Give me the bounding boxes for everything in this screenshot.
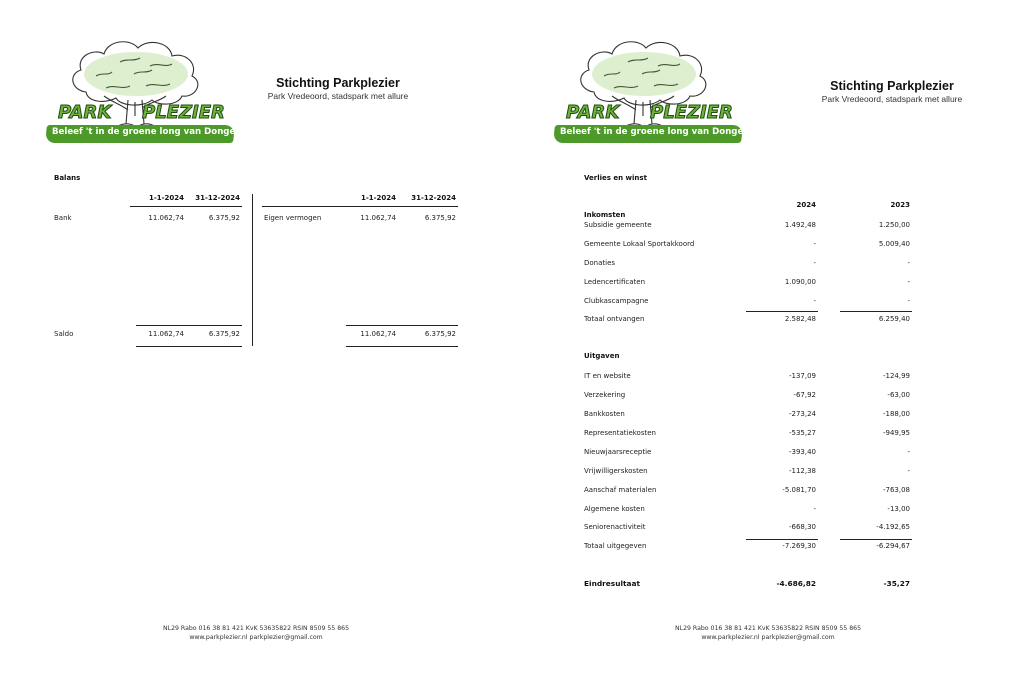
- vw-row-2024: -: [813, 259, 816, 267]
- balans-saldo-rule: [136, 325, 242, 326]
- vw-year-header-2023: 2023: [890, 201, 910, 209]
- balans-liability-value: 6.375,92: [424, 214, 456, 222]
- vw-row-label: Clubkascampagne: [584, 297, 649, 305]
- vw-row-2024: -5.081,70: [782, 486, 816, 494]
- vw-year-header-2024: 2024: [796, 201, 816, 209]
- vw-row-2023: 5.009,40: [878, 240, 910, 248]
- vw-row-label: Vrijwilligerskosten: [584, 467, 648, 475]
- balans-header-rule-left: [130, 206, 242, 207]
- balans-left-col-header: 31-12-2024: [195, 194, 240, 202]
- balans-saldo-value: 11.062,74: [148, 330, 184, 338]
- balans-title: Balans: [54, 174, 81, 182]
- balans-saldo-value: 6.375,92: [208, 330, 240, 338]
- vw-row-label: Verzekering: [584, 391, 626, 399]
- balans-header-rule-right: [262, 206, 458, 207]
- parkplezier-logo: [46, 32, 246, 144]
- org-subtitle: Park Vredeoord, stadspark met allure: [267, 91, 409, 101]
- vw-result-2023: -35,27: [883, 579, 910, 588]
- vw-row-2024: -: [813, 297, 816, 305]
- balans-saldo-label: Saldo: [54, 330, 74, 338]
- page-verlies-winst: [512, 0, 1024, 680]
- vw-row-2023: -949,95: [882, 429, 910, 437]
- org-name: Stichting Parkplezier: [276, 76, 400, 90]
- footer: [0, 624, 512, 642]
- vw-row-label: Seniorenactiviteit: [584, 523, 646, 531]
- vw-row-2023: 1.250,00: [878, 221, 910, 229]
- balans-asset-value: 6.375,92: [208, 214, 240, 222]
- vw-total-rule: [746, 311, 818, 312]
- logo-word-park: PARK: [566, 102, 620, 123]
- logo-tagline: Beleef 't in de groene long van Dongen!: [560, 127, 754, 137]
- vw-row-2023: -: [907, 278, 910, 286]
- logo-word-park: PARK: [58, 102, 112, 123]
- vw-row-label: IT en website: [584, 372, 631, 380]
- vw-row-2023: -763,08: [882, 486, 910, 494]
- logo-word-plezier: PLEZIER: [142, 102, 225, 123]
- vw-row-label: Ledencertificaten: [584, 278, 646, 286]
- vw-row-2023: -13,00: [887, 505, 910, 513]
- vw-title: Verlies en winst: [584, 174, 647, 182]
- vw-total-rule: [746, 539, 818, 540]
- vw-row-label: Bankkosten: [584, 410, 625, 418]
- vw-row-2024: -67,92: [793, 391, 816, 399]
- balans-saldo-value: 6.375,92: [424, 330, 456, 338]
- vw-row-2023: -: [907, 297, 910, 305]
- org-subtitle: Park Vredeoord, stadspark met allure: [821, 94, 963, 104]
- vw-total-2023: -6.294,67: [876, 542, 910, 550]
- balans-saldo-value: 11.062,74: [360, 330, 396, 338]
- footer: [512, 624, 1024, 642]
- vw-row-2024: -: [813, 505, 816, 513]
- vw-total-2023: 6.259,40: [878, 315, 910, 323]
- footer-contact-line: www.parkplezier.nl parkplezier@gmail.com: [189, 634, 323, 641]
- vw-total-rule: [840, 311, 912, 312]
- balans-bottom-rule: [136, 346, 242, 347]
- vw-row-label: Gemeente Lokaal Sportakkoord: [584, 240, 695, 248]
- vw-row-label: Nieuwjaarsreceptie: [584, 448, 652, 456]
- vw-row-2024: 1.090,00: [784, 278, 816, 286]
- balans-right-col-header: 1-1-2024: [360, 194, 396, 202]
- vw-total-label: Totaal uitgegeven: [584, 542, 647, 550]
- vw-row-2024: -: [813, 240, 816, 248]
- vw-total-2024: -7.269,30: [782, 542, 816, 550]
- balans-asset-label: Bank: [54, 214, 72, 222]
- logo-word-plezier: PLEZIER: [650, 102, 733, 123]
- vw-inkomsten-title: Inkomsten: [584, 211, 626, 219]
- org-header: [238, 76, 438, 101]
- vw-row-2024: -273,24: [788, 410, 816, 418]
- balans-bottom-rule: [346, 346, 458, 347]
- balans-liability-value: 11.062,74: [360, 214, 396, 222]
- org-name: Stichting Parkplezier: [830, 79, 954, 93]
- balans-liability-label: Eigen vermogen: [264, 214, 322, 222]
- vw-row-label: Aanschaf materialen: [584, 486, 657, 494]
- vw-row-2023: -124,99: [882, 372, 910, 380]
- vw-row-label: Donaties: [584, 259, 616, 267]
- vw-row-label: Algemene kosten: [584, 505, 645, 513]
- footer-bank-line: NL29 Rabo 016 38 81 421 KvK 53635822 RSIN 8509 55 865: [675, 625, 861, 632]
- vw-row-2024: -112,38: [788, 467, 816, 475]
- vw-result-label: Eindresultaat: [584, 579, 641, 588]
- vw-row-2023: -188,00: [882, 410, 910, 418]
- vw-row-2024: 1.492,48: [784, 221, 816, 229]
- vw-row-2023: -63,00: [887, 391, 910, 399]
- parkplezier-logo: [554, 32, 754, 144]
- balans-left-col-header: 1-1-2024: [148, 194, 184, 202]
- balans-right-col-header: 31-12-2024: [411, 194, 456, 202]
- balans-divider: [252, 194, 253, 346]
- logo-tagline: Beleef 't in de groene long van Dongen!: [52, 127, 246, 137]
- vw-uitgaven-title: Uitgaven: [584, 352, 620, 360]
- vw-row-2023: -4.192,65: [876, 523, 910, 531]
- footer-bank-line: NL29 Rabo 016 38 81 421 KvK 53635822 RSIN 8509 55 865: [163, 625, 349, 632]
- balans-saldo-rule: [346, 325, 458, 326]
- balans-asset-value: 11.062,74: [148, 214, 184, 222]
- org-header: [792, 79, 992, 104]
- vw-row-label: Representatiekosten: [584, 429, 656, 437]
- vw-row-2024: -137,09: [788, 372, 816, 380]
- vw-row-2024: -393,40: [788, 448, 816, 456]
- vw-total-label: Totaal ontvangen: [584, 315, 645, 323]
- vw-row-2024: -668,30: [788, 523, 816, 531]
- vw-row-2023: -: [907, 259, 910, 267]
- vw-row-2023: -: [907, 467, 910, 475]
- vw-row-2024: -535,27: [788, 429, 816, 437]
- vw-total-2024: 2.582,48: [784, 315, 816, 323]
- footer-contact-line: www.parkplezier.nl parkplezier@gmail.com: [701, 634, 835, 641]
- vw-row-2023: -: [907, 448, 910, 456]
- vw-row-label: Subsidie gemeente: [584, 221, 652, 229]
- vw-total-rule: [840, 539, 912, 540]
- vw-result-2024: -4.686,82: [776, 579, 816, 588]
